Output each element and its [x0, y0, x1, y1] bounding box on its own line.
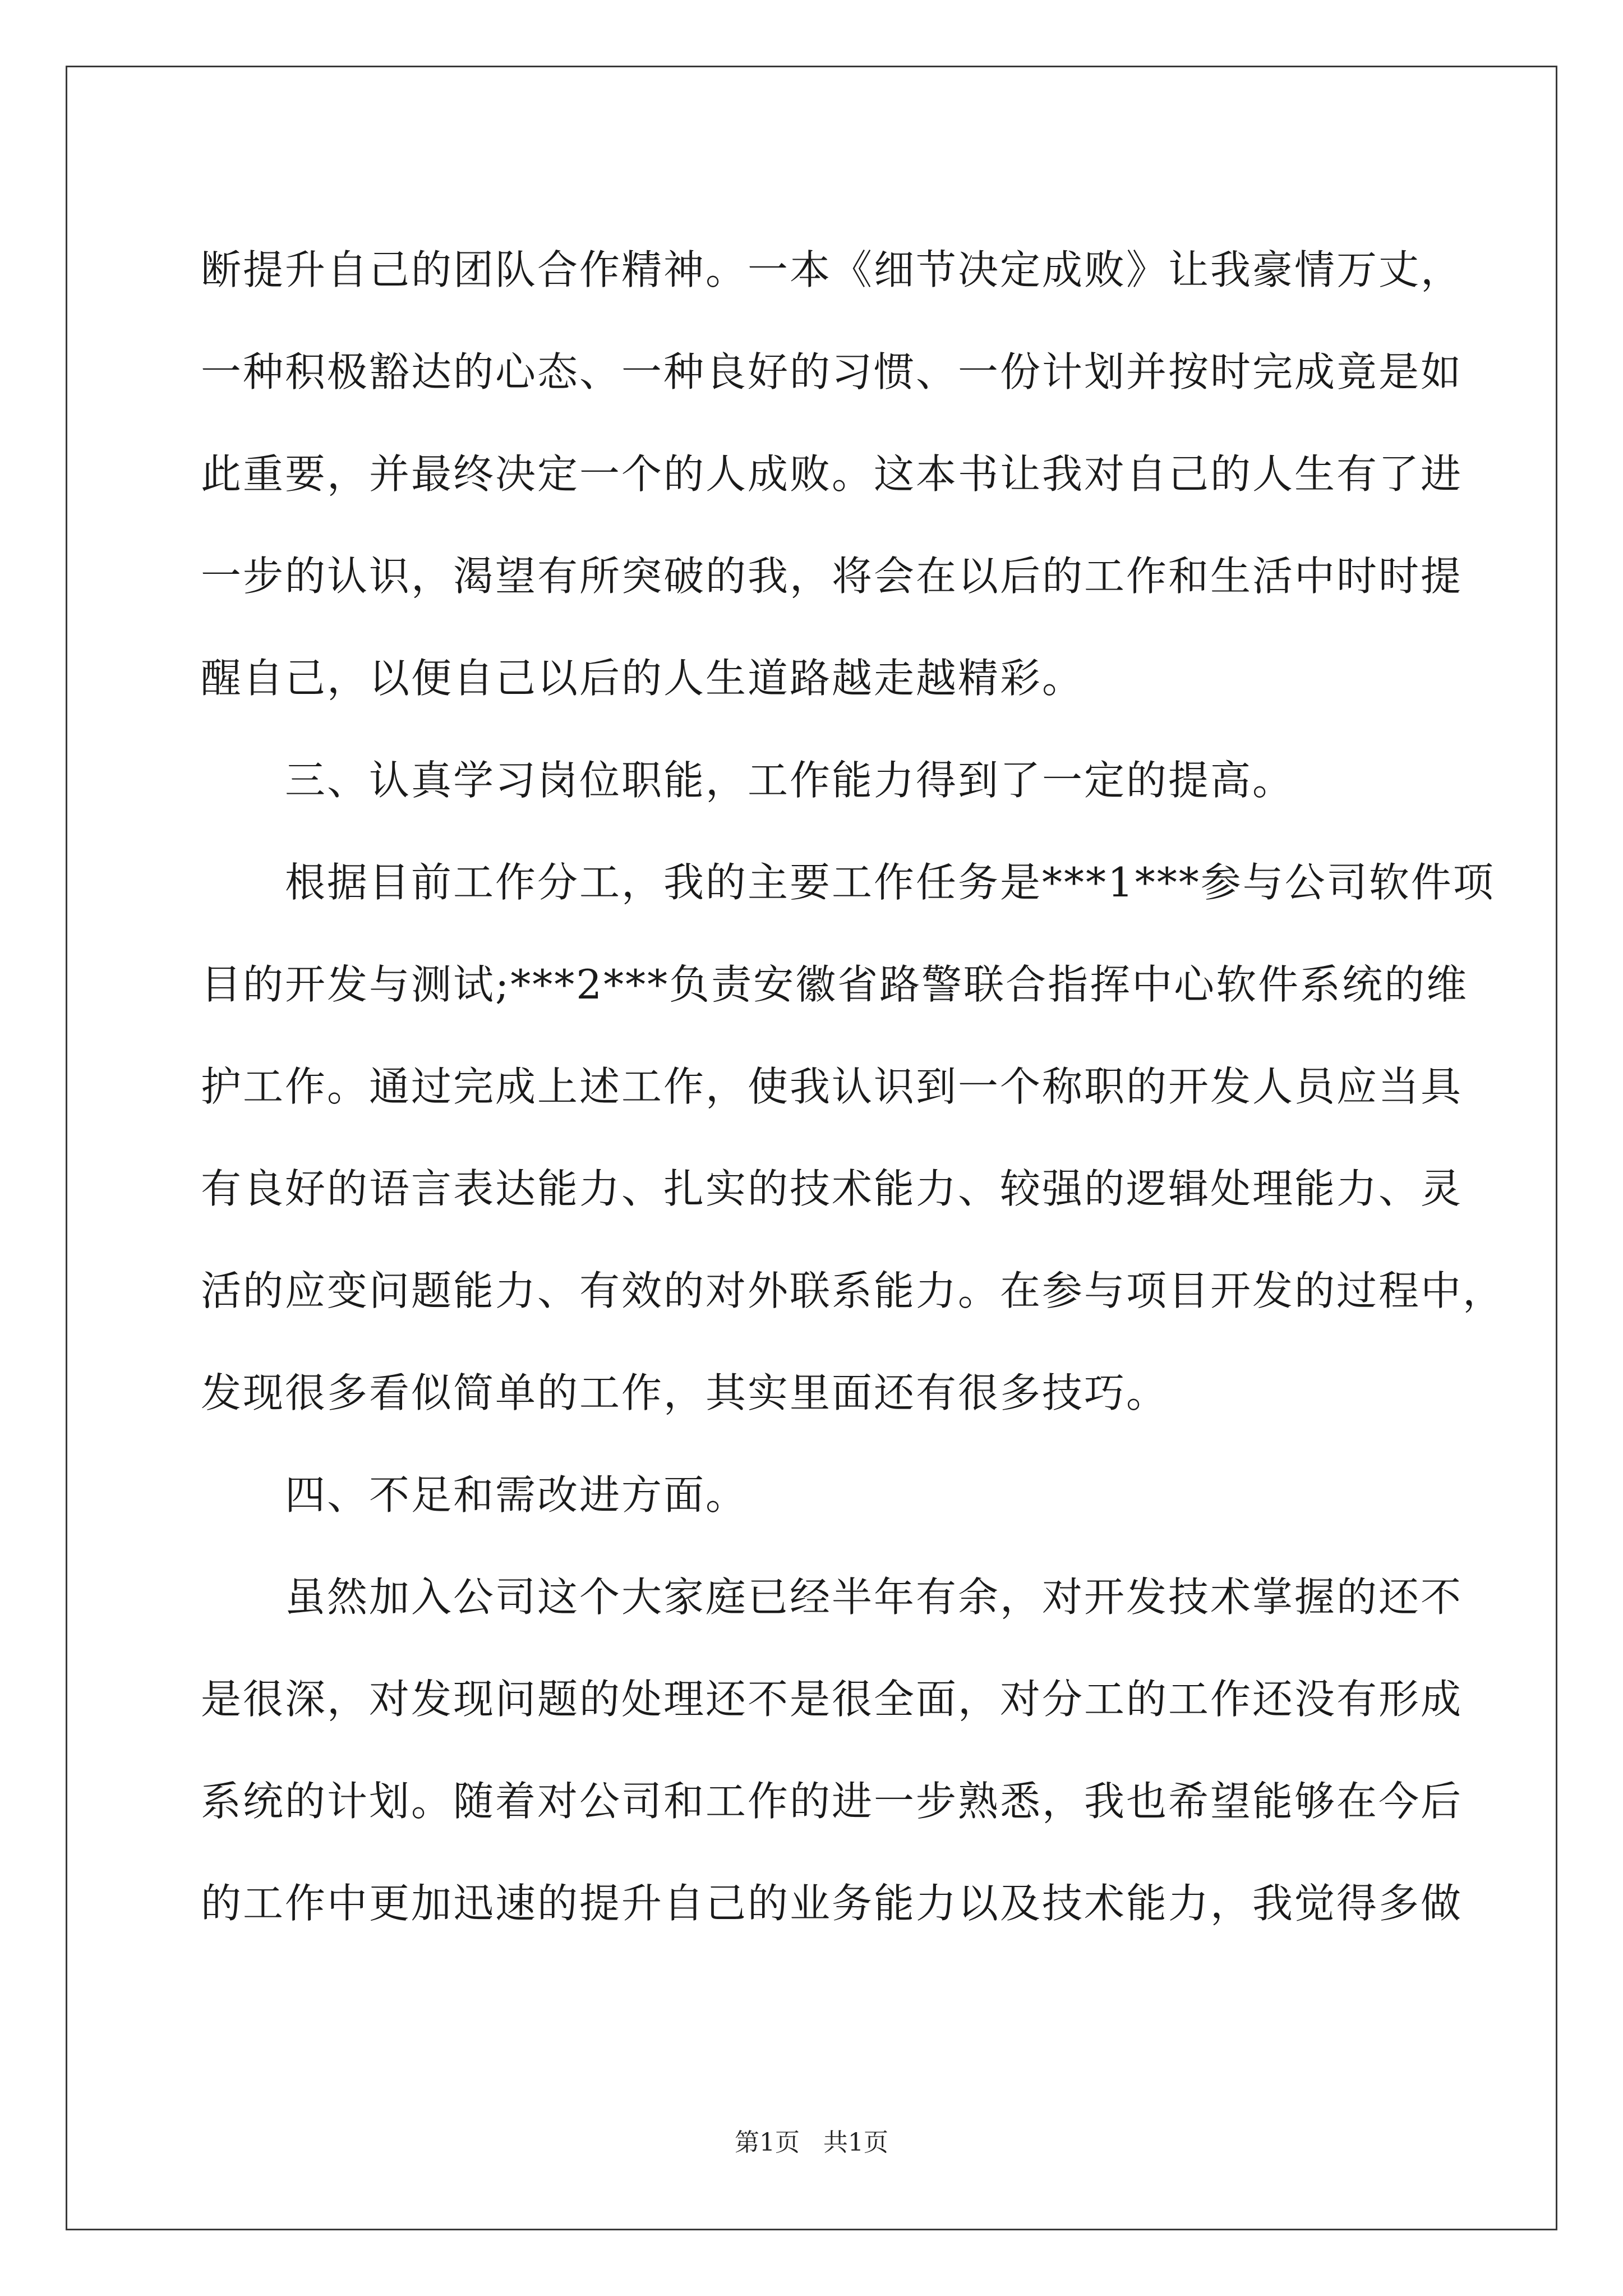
text-line: 断提升自己的团队合作精神。一本《细节决定成败》让我豪情万丈， — [201, 246, 1463, 293]
text-line: 此重要，并最终决定一个的人成败。这本书让我对自己的人生有了进 — [201, 450, 1463, 498]
text-line: 虽然加入公司这个大家庭已经半年有余，对开发技术掌握的还不 — [201, 1573, 1463, 1621]
text-line: 一步的认识，渴望有所突破的我，将会在以后的工作和生活中时时提 — [201, 553, 1463, 600]
text-line: 一种积极豁达的心态、一种良好的习惯、一份计划并按时完成竟是如 — [201, 348, 1463, 395]
text-line: 根据目前工作分工，我的主要工作任务是***1***参与公司软件项 — [201, 859, 1495, 906]
text-line: 护工作。通过完成上述工作，使我认识到一个称职的开发人员应当具 — [201, 1063, 1463, 1110]
text-line: 活的应变问题能力、有效的对外联系能力。在参与项目开发的过程中， — [201, 1267, 1505, 1314]
document-body — [201, 219, 1505, 1954]
text-line: 醒自己，以便自己以后的人生道路越走越精彩。 — [201, 655, 1085, 702]
text-line: 有良好的语言表达能力、扎实的技术能力、较强的逻辑处理能力、灵 — [201, 1165, 1463, 1212]
page-number-footer: 第1页 共1页 — [735, 2128, 888, 2157]
section-heading: 三、认真学习岗位职能，工作能力得到了一定的提高。 — [201, 757, 1295, 804]
text-line: 的工作中更加迅速的提升自己的业务能力以及技术能力，我觉得多做 — [201, 1880, 1463, 1927]
text-line: 目的开发与测试;***2***负责安徽省路警联合指挥中心软件系统的维 — [201, 961, 1469, 1008]
section-heading: 四、不足和需改进方面。 — [201, 1471, 748, 1519]
text-line: 发现很多看似简单的工作，其实里面还有很多技巧。 — [201, 1369, 1169, 1416]
text-line: 系统的计划。随着对公司和工作的进一步熟悉，我也希望能够在今后 — [201, 1778, 1463, 1825]
text-line: 是很深，对发现问题的处理还不是很全面，对分工的工作还没有形成 — [201, 1676, 1463, 1723]
